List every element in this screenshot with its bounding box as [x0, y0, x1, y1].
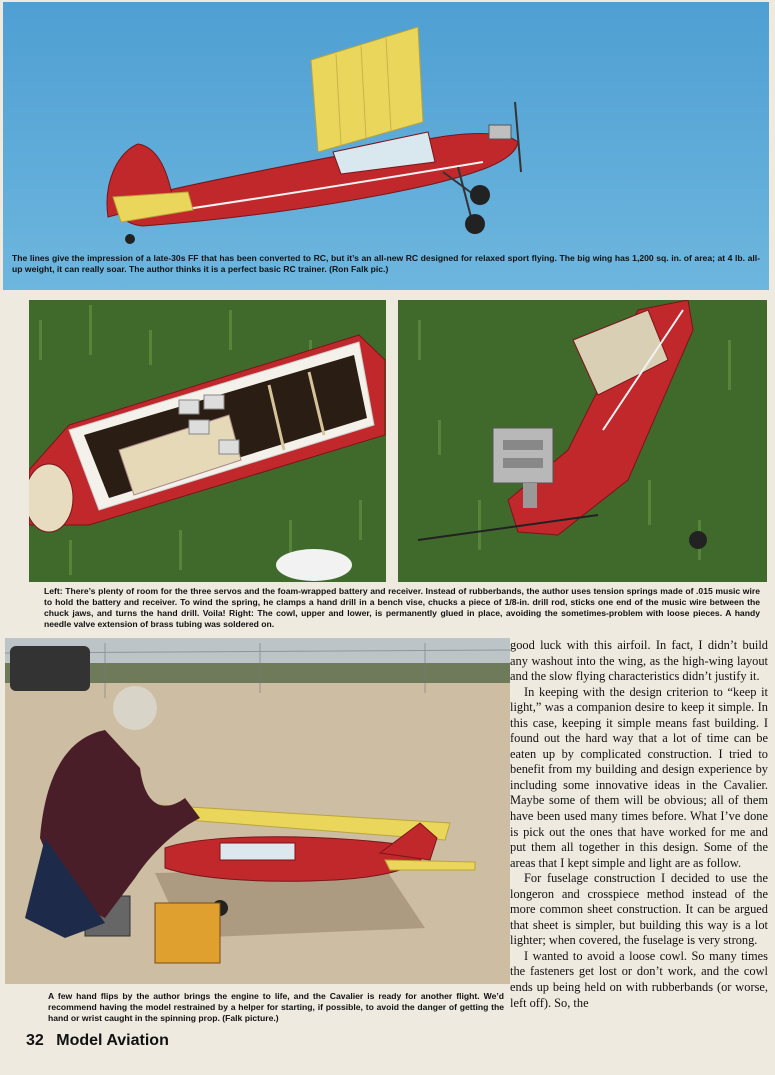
magazine-name: Model Aviation	[56, 1032, 169, 1049]
page-footer	[26, 1032, 169, 1050]
photo-cowl-engine	[398, 300, 767, 582]
caption-top: The lines give the impression of a late-30s FF that has been converted to RC, but it’s an all-new RC designed for relaxed sport flying. The big wing has 1,200 sq. in. of area; at 4 lb. all-up weight, it can really soar. The author thinks it is a perfect basic RC trainer. (Ron Falk pic.)	[12, 253, 760, 274]
photo-author-starting-engine	[5, 638, 510, 984]
caption-middle: Left: There’s plenty of room for the three servos and the foam-wrapped battery and receiver. Instead of rubberbands, the author uses tension springs made of .015 music wire to hold the battery and receiver. To wind the spring, he clamps a hand drill in a bench vise, chucks a piece of 1/8-in. drill rod, sticks one end of the music wire between the chuck jaws, and turns the hand drill. Voila! Right: The cowl, upper and lower, is permanently glued in place, avoiding the sometimes-problem with loose pieces. A handy needle valve extension of brass tubing was soldered on.	[44, 586, 760, 629]
paragraph: For fuselage construction I decided to use the longeron and crosspiece method instead of the more common sheet construction. It can be argued that sheet is simpler, but building this way is a lot lighter; when covered, the fuselage is very strong.	[510, 871, 768, 948]
photo-fuselage-interior	[29, 300, 386, 582]
caption-bottom: A few hand flips by the author brings the engine to life, and the Cavalier is ready for another flight. We’d recommend having the model restrained by a helper for starting, if possible, to avoid the danger of getting the hand or wrist caught in the spinning prop. (Falk picture.)	[48, 991, 504, 1023]
article-body-column	[510, 638, 768, 1033]
paragraph: good luck with this airfoil. In fact, I didn’t build any washout into the wing, as the high-wing layout and the slow flying characteristics didn’t justify it.	[510, 638, 768, 684]
page-number: 32	[26, 1032, 44, 1049]
paragraph: I wanted to avoid a loose cowl. So many times the fasteners get lost or don’t work, and the cowl ends up being held on with rubberbands (or worse, left off). So, the	[510, 948, 768, 1010]
paragraph: In keeping with the design criterion to “keep it light,” was a companion desire to keep it simple. In this case, keeping it simple means fast building. I found out the hard way that a lot of time can be eaten up by complicated construction. I tried to benefit from my building and design experience by including some innovative ideas in the Cavalier. Maybe some of them will be obvious; all of them have been used many times before. What I’ve done is pick out the ones that have worked for me and put them all together in this design. Some of the areas that I kept simple and light are as follow.	[510, 684, 768, 870]
photo-plane-in-flight	[3, 2, 769, 290]
